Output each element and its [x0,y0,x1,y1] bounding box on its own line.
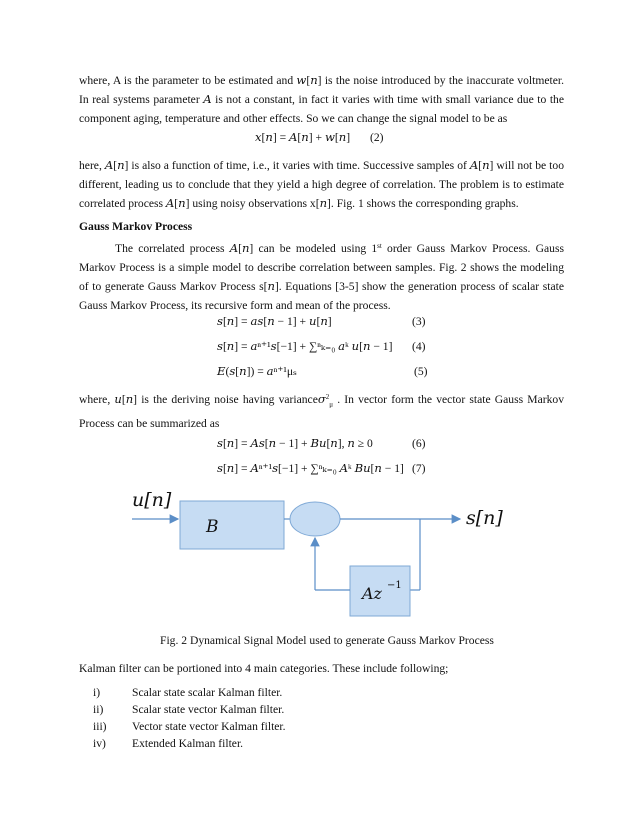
equation-3-number: (3) [412,315,426,328]
paragraph-deriving-noise-part1: where, 𝑢[𝑛] is the deriving noise having variance [79,393,318,406]
list-item-text: Extended Kalman filter. [132,737,244,750]
ordinal-superscript: st [377,242,382,250]
paragraph-gauss-markov [79,239,564,315]
list-item-text: Vector state vector Kalman filter. [132,720,286,733]
list-item-number: iv) [93,737,106,750]
paragraph-deriving-noise [79,390,564,433]
block-az-exponent: −1 [387,580,402,591]
block-az-label: Az [362,584,382,603]
equation-3: 𝑠[𝑛] = 𝑎𝑠[𝑛 − 1] + 𝑢[𝑛] [217,315,332,328]
paragraph-kalman-categories: Kalman filter can be portioned into 4 main categories. These include following; [79,662,449,675]
list-item-number: ii) [93,703,104,716]
equation-4: 𝑠[𝑛] = 𝑎ⁿ⁺¹𝑠[−1] + ∑ⁿₖ₌₀ 𝑎ᵏ 𝑢[𝑛 − 1] [217,340,393,353]
paragraph-correlation: here, 𝐴[𝑛] is also a function of time, i.e., it varies with time. Successive samples of 𝐴[𝑛] will not be too different, leading us to conclude that they yield a high degree of correlation. The problem is to estimate correlated process 𝐴[𝑛] using noisy observations x[𝑛]. Fig. 1 shows the corresponding graphs. [79,159,564,210]
sigma-symbol: σ [317,392,326,406]
equation-7: 𝑠[𝑛] = 𝐴ⁿ⁺¹𝑠[−1] + ∑ⁿₖ₌₀ 𝐴ᵏ 𝐵𝑢[𝑛 − 1] [217,462,404,475]
block-b-label: B [206,517,219,537]
paragraph-signal-model: where, A is the parameter to be estimated and 𝑤[𝑛] is the noise introduced by the inaccurate voltmeter. In real systems parameter 𝐴 is not a constant, in fact it varies with time with small variance due to the component aging, temperature and other effects. So we can change the signal model to be as [79,74,564,125]
equation-5-number: (5) [414,365,428,378]
equation-6: 𝑠[𝑛] = 𝐴𝑠[𝑛 − 1] + 𝐵𝑢[𝑛], 𝑛 ≥ 0 [217,437,373,450]
list-item-text: Scalar state scalar Kalman filter. [132,686,283,699]
paragraph-gauss-markov-part1: The correlated process 𝐴[𝑛] can be modeled using 1 [115,242,378,255]
equation-7-number: (7) [412,462,426,475]
summing-junction [290,502,340,536]
paragraph-deriving-noise-part2: . In vector form the vector state Gauss Markov Process can be summarized as [79,393,564,431]
list-item-number: i) [93,686,101,699]
equation-5: 𝐸(𝑠[𝑛]) = 𝑎ⁿ⁺¹μₛ [217,365,297,378]
figure-caption: Fig. 2 Dynamical Signal Model used to generate Gauss Markov Process [160,634,494,647]
list-item-number: iii) [93,720,107,733]
diagram-input-label: u[n] [132,489,172,511]
paragraph-gauss-markov-part2: order Gauss Markov Process. Gauss Markov Process is a simple model to describe correlation between samples. Fig. 2 shows the modeling of to generate Gauss Markov Process s[𝑛]. Equations [3-5] show the generation process of scalar state Gauss Markov Process, its recursive form and mean of the process. [79,242,564,312]
sigma-subscript: μ [329,400,334,409]
sigma-superscript: 2 [325,393,330,401]
signal-model-diagram [130,486,520,624]
equation-2: 𝑥[𝑛] = 𝐴[𝑛] + 𝑤[𝑛] [255,131,351,144]
equation-6-number: (6) [412,437,426,450]
section-heading: Gauss Markov Process [79,220,193,233]
equation-4-number: (4) [412,340,426,353]
equation-2-number: (2) [370,131,384,144]
list-item-text: Scalar state vector Kalman filter. [132,703,285,716]
diagram-output-label: s[n] [466,507,503,529]
block-b [180,501,284,549]
